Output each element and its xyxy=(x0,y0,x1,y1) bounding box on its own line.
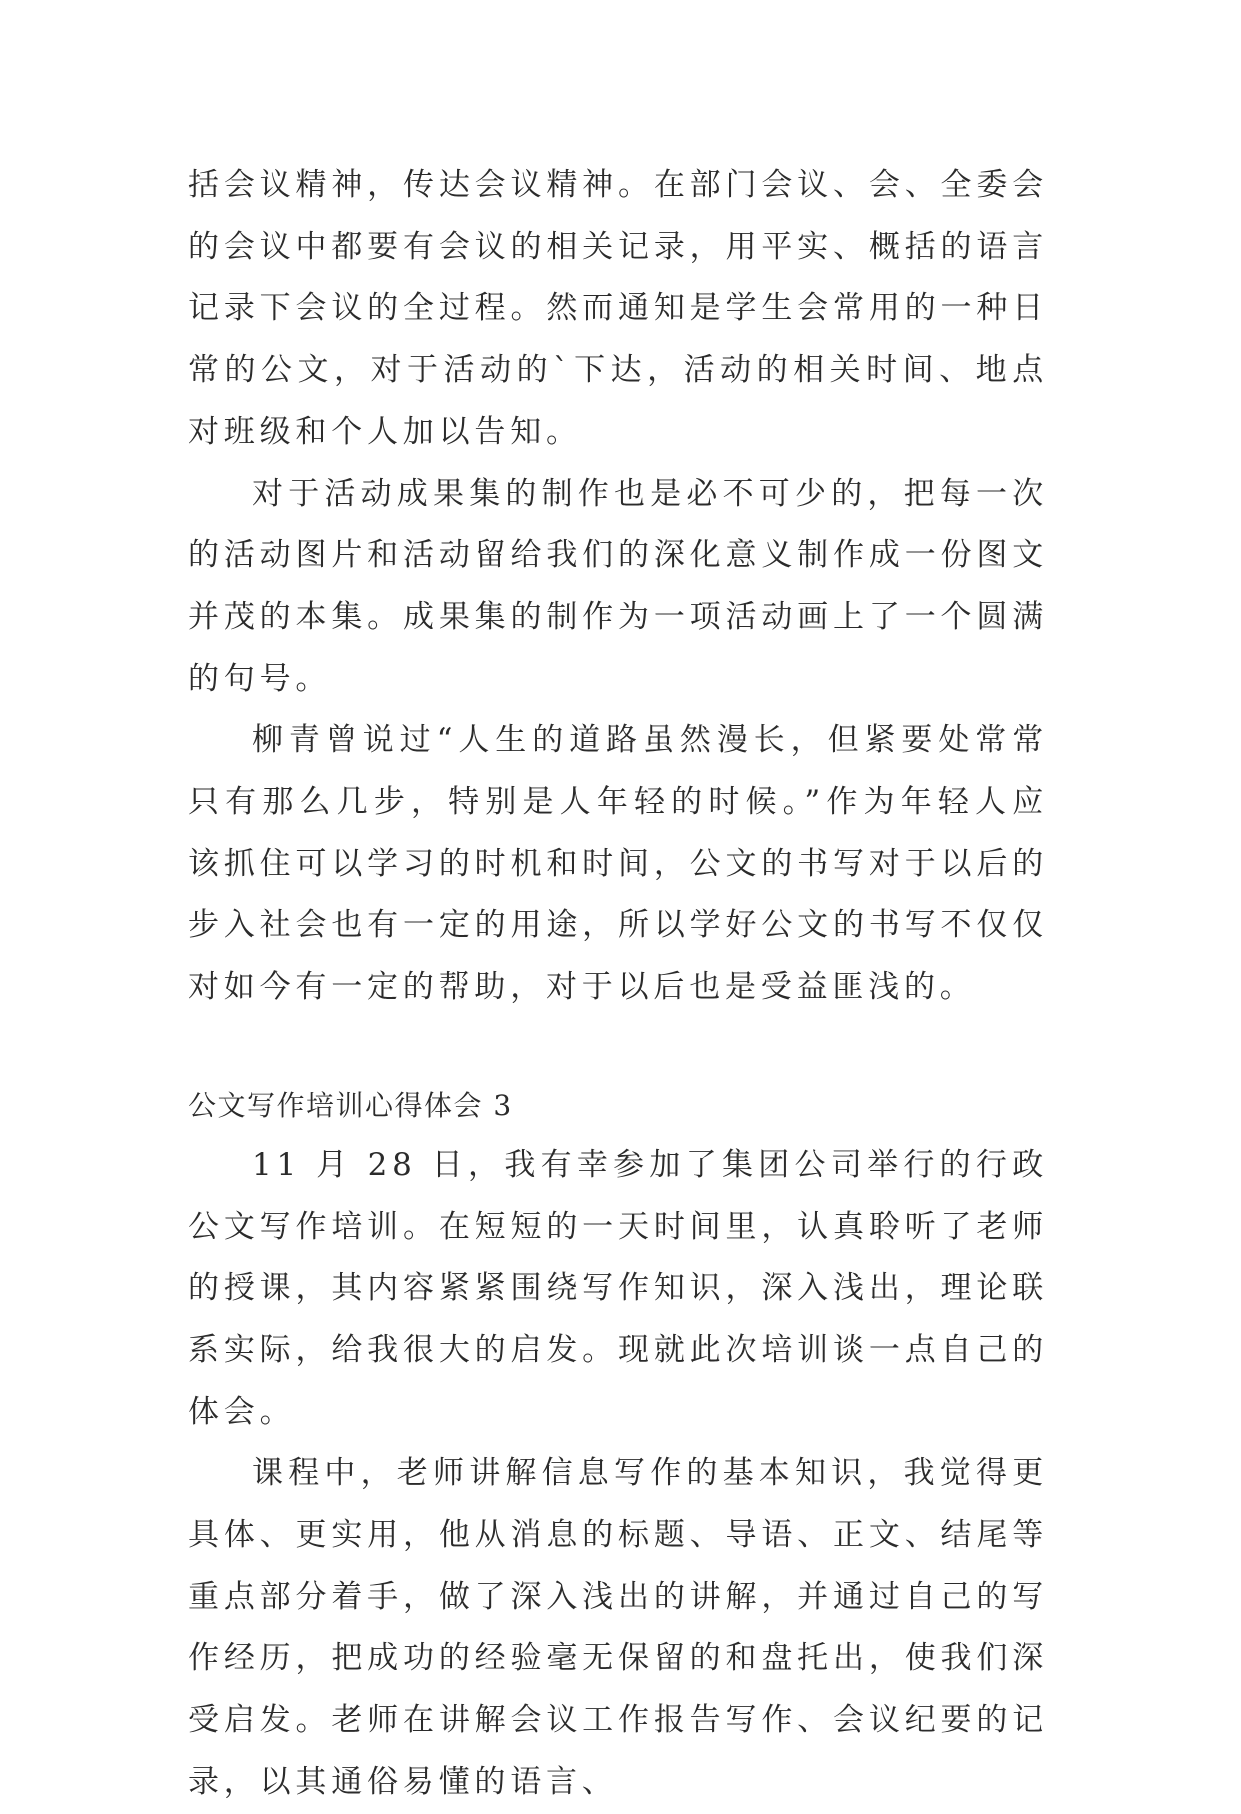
paragraph-3: 柳青曾说过“人生的道路虽然漫长，但紧要处常常只有那么几步，特别是人年轻的时候。”作为年轻人应该抓住可以学习的时机和时间，公文的书写对于以后的步入社会也有一定的用途，所以学好公文的书写不仅仅对如今有一定的帮助，对于以后也是受益匪浅的。 xyxy=(188,722,1048,1006)
paragraph-5: 课程中，老师讲解信息写作的基本知识，我觉得更具体、更实用，他从消息的标题、导语、正文、结尾等重点部分着手，做了深入浅出的讲解，并通过自己的写作经历，把成功的经验毫无保留的和盘托出，使我们深受启发。老师在讲解会议工作报告写作、会议纪要的记录，以其通俗易懂的语言、 xyxy=(188,1455,1048,1800)
paragraph-1: 括会议精神，传达会议精神。在部门会议、会、全委会的会议中都要有会议的相关记录，用平实、概括的语言记录下会议的全过程。然而通知是学生会常用的一种日常的公文，对于活动的`下达，活动的相关时间、地点对班级和个人加以告知。 xyxy=(188,167,1048,450)
paragraph-4: 11 月 28 日，我有幸参加了集团公司举行的行政公文写作培训。在短短的一天时间里，认真聆听了老师的授课，其内容紧紧围绕写作知识，深入浅出，理论联系实际，给我很大的启发。现就此次培训谈一点自己的体会。 xyxy=(188,1146,1048,1430)
section-gap xyxy=(188,1019,1048,1077)
document-body xyxy=(188,155,1048,1814)
section-heading: 公文写作培训心得体会 3 xyxy=(188,1088,513,1122)
paragraph-2: 对于活动成果集的制作也是必不可少的，把每一次的活动图片和活动留给我们的深化意义制作成一份图文并茂的本集。成果集的制作为一项活动画上了一个圆满的句号。 xyxy=(188,475,1048,697)
